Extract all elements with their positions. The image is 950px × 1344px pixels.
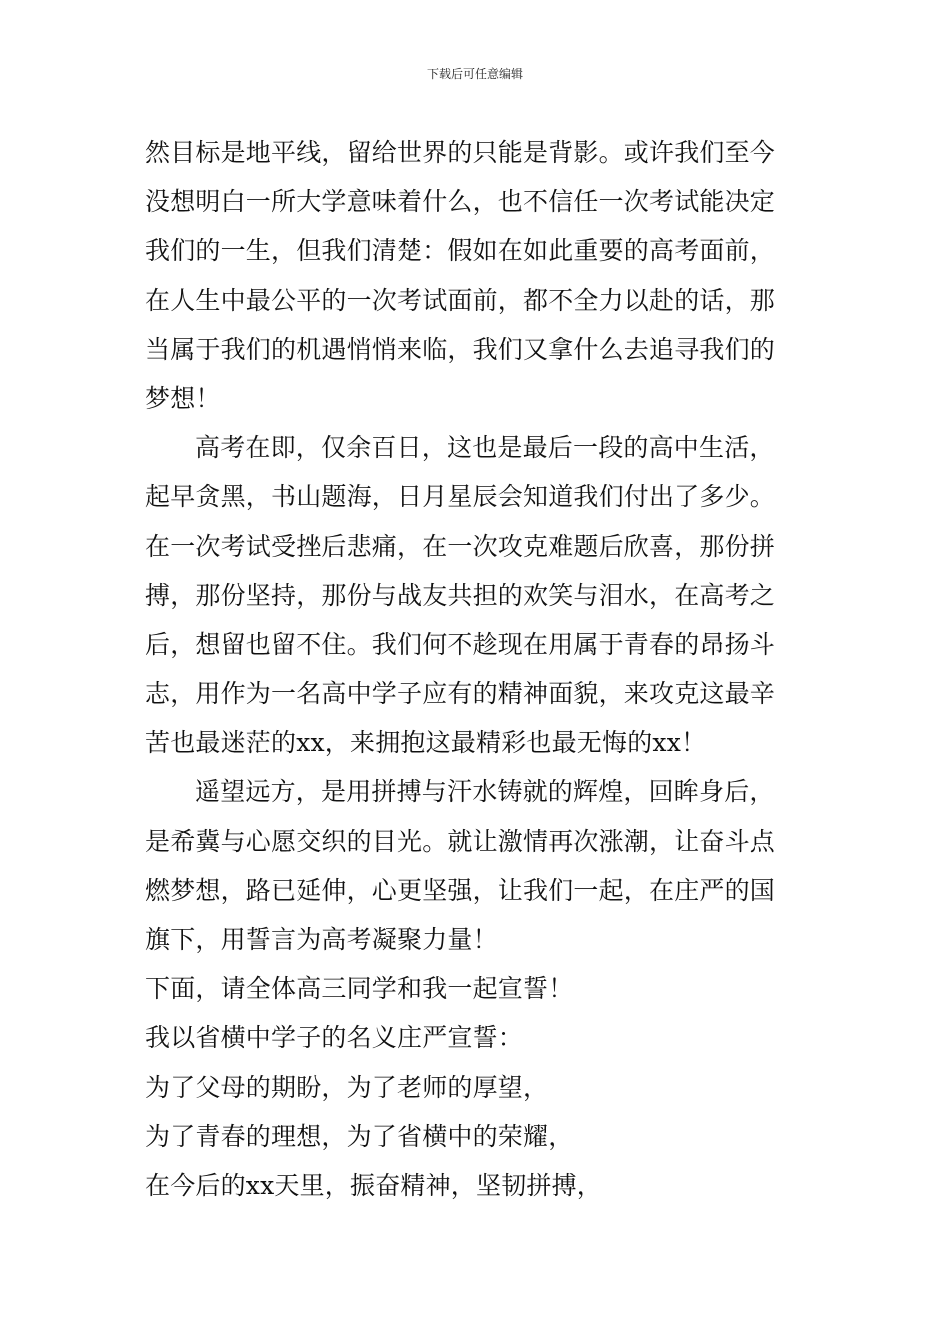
text-line: 苦也最迷茫的xx，来拥抱这最精彩也最无悔的xx！ bbox=[145, 728, 707, 758]
text-line: 然目标是地平线，留给世界的只能是背影。或许我们至今 bbox=[145, 138, 776, 167]
text-line: 我们的一生，但我们清楚：假如在如此重要的高考面前， bbox=[145, 236, 776, 266]
text-line: 当属于我们的机遇悄悄来临，我们又拿什么去追寻我们的 bbox=[145, 334, 776, 364]
text-line: 旗下，用誓言为高考凝聚力量！ bbox=[145, 925, 498, 954]
text-line: 搏，那份坚持，那份与战友共担的欢笑与泪水，在高考之 bbox=[145, 580, 776, 610]
text-line: 我以省横中学子的名义庄严宣誓： bbox=[145, 1023, 524, 1053]
text-line: 没想明白一所大学意味着什么，也不信任一次考试能决定 bbox=[145, 187, 776, 217]
text-line: 在人生中最公平的一次考试面前，都不全力以赴的话，那 bbox=[145, 285, 776, 315]
text-line: 燃梦想，路已延伸，心更坚强，让我们一起，在庄严的国 bbox=[145, 875, 776, 905]
text-line: 在今后的xx天里，振奋精神，坚韧拼搏， bbox=[145, 1170, 602, 1200]
text-line: 高考在即，仅余百日，这也是最后一段的高中生活， bbox=[195, 433, 775, 463]
document-body bbox=[145, 128, 795, 1210]
text-line: 为了青春的理想，为了省横中的荣耀， bbox=[145, 1121, 574, 1151]
text-line: 下面，请全体高三同学和我一起宣誓！ bbox=[145, 974, 574, 1004]
page-header: 下载后可任意编辑 bbox=[426, 67, 523, 81]
text-line: 后，想留也留不住。我们何不趁现在用属于青春的昂扬斗 bbox=[145, 629, 776, 659]
text-line: 梦想！ bbox=[145, 383, 221, 413]
text-line: 在一次考试受挫后悲痛，在一次攻克难题后欣喜，那份拼 bbox=[145, 531, 776, 561]
text-line: 是希冀与心愿交织的目光。就让激情再次涨潮，让奋斗点 bbox=[145, 826, 776, 856]
text-line: 志，用作为一名高中学子应有的精神面貌，来攻克这最辛 bbox=[145, 679, 776, 709]
text-line: 遥望远方，是用拼搏与汗水铸就的辉煌，回眸身后， bbox=[195, 777, 775, 807]
text-line: 起早贪黑，书山题海，日月星辰会知道我们付出了多少。 bbox=[145, 482, 776, 512]
text-line: 为了父母的期盼，为了老师的厚望， bbox=[145, 1072, 549, 1102]
